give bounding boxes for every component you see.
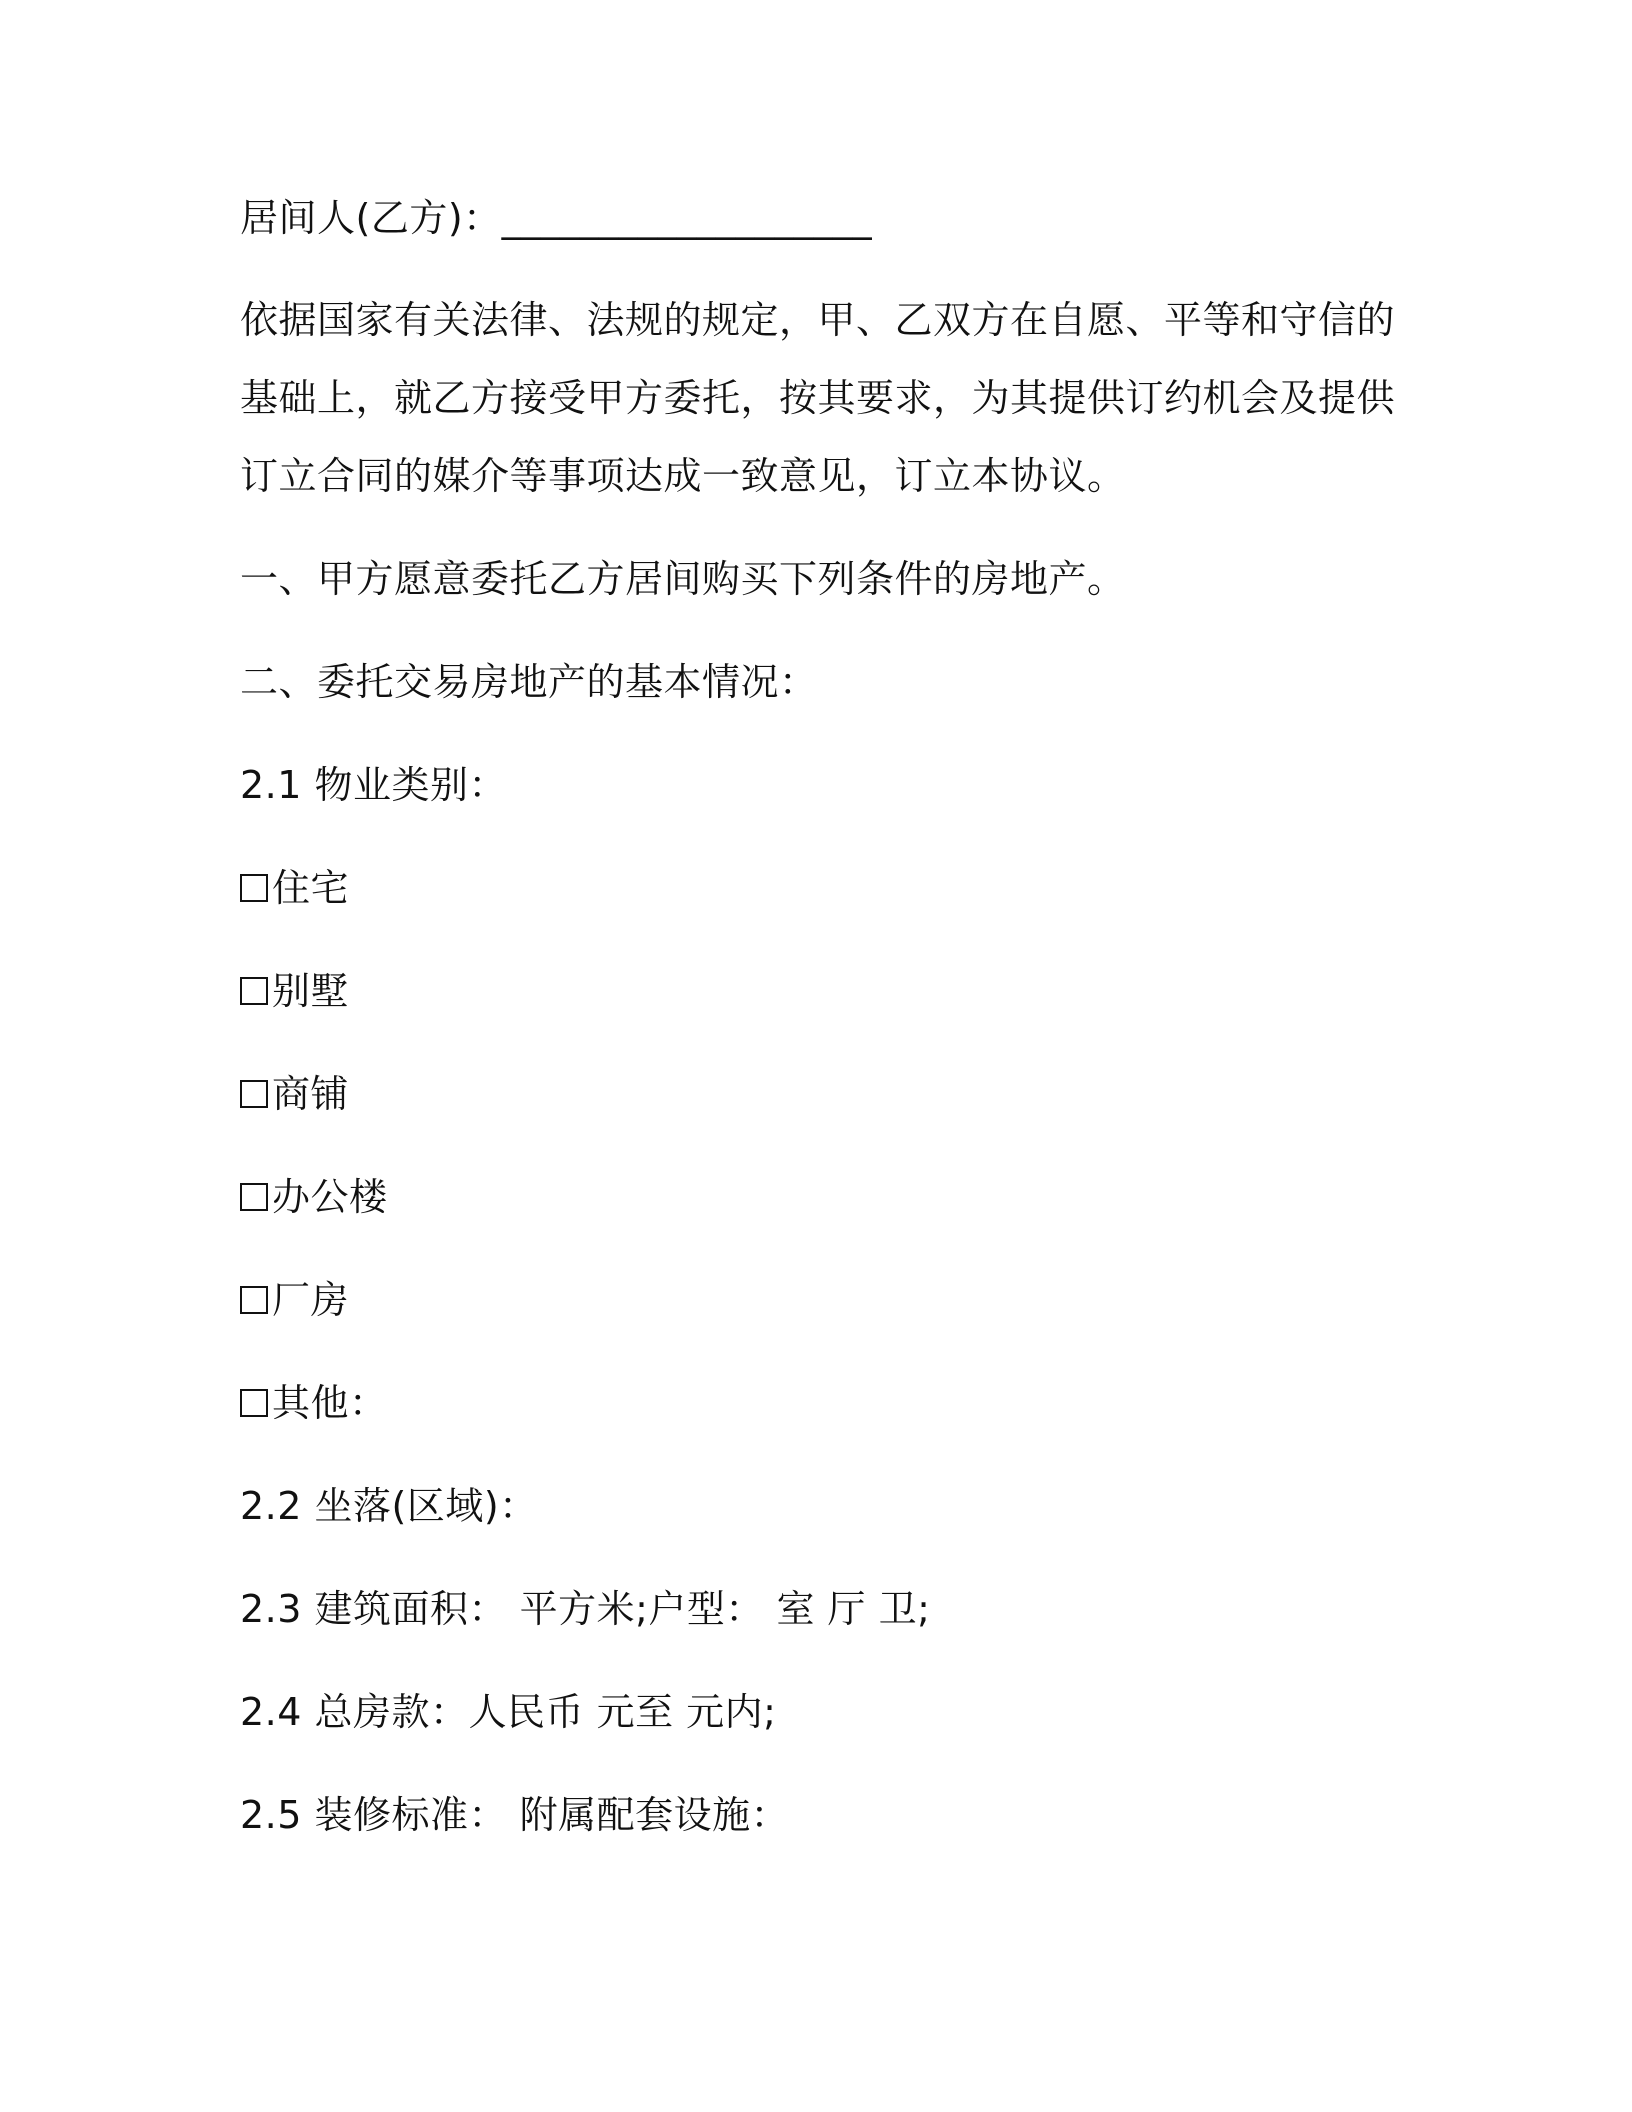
option-label: 别墅	[272, 969, 350, 1013]
checkbox-icon[interactable]	[240, 874, 268, 902]
option-label: 办公楼	[272, 1175, 388, 1219]
checkbox-icon[interactable]	[240, 1389, 268, 1417]
option-label: 其他：	[272, 1381, 388, 1425]
checkbox-icon[interactable]	[240, 1183, 268, 1211]
option-other[interactable]	[240, 1379, 388, 1427]
option-label: 厂房	[272, 1278, 350, 1322]
item-2-5-decoration: 2.5 装修标准： 附属配套设施：	[240, 1793, 790, 1837]
option-label: 商铺	[272, 1072, 350, 1116]
item-2-3-area: 2.3 建筑面积： 平方米;户型： 室 厅 卫;	[240, 1587, 931, 1631]
intro-line-1: 依据国家有关法律、法规的规定，甲、乙双方在自愿、平等和守信的	[240, 298, 1396, 342]
checkbox-icon[interactable]	[240, 1080, 268, 1108]
checkbox-icon[interactable]	[240, 977, 268, 1005]
clause-1: 一、甲方愿意委托乙方居间购买下列条件的房地产。	[240, 557, 1126, 601]
option-shop[interactable]	[240, 1070, 349, 1118]
intro-line-3: 订立合同的媒介等事项达成一致意见，订立本协议。	[240, 454, 1126, 498]
option-residential[interactable]	[240, 864, 349, 912]
option-office[interactable]	[240, 1173, 388, 1221]
option-label: 住宅	[272, 866, 350, 910]
item-2-4-price: 2.4 总房款：人民币 元至 元内;	[240, 1690, 777, 1734]
checkbox-icon[interactable]	[240, 1286, 268, 1314]
option-villa[interactable]	[240, 967, 349, 1015]
item-2-2-location: 2.2 坐落(区域)：	[240, 1484, 538, 1528]
intermediary-party-line: 居间人(乙方)：___________________	[240, 196, 873, 240]
intro-line-2: 基础上，就乙方接受甲方委托，按其要求，为其提供订约机会及提供	[240, 376, 1396, 420]
item-2-1-property-type: 2.1 物业类别：	[240, 763, 508, 807]
option-factory[interactable]	[240, 1276, 349, 1324]
clause-2: 二、委托交易房地产的基本情况：	[240, 660, 818, 704]
